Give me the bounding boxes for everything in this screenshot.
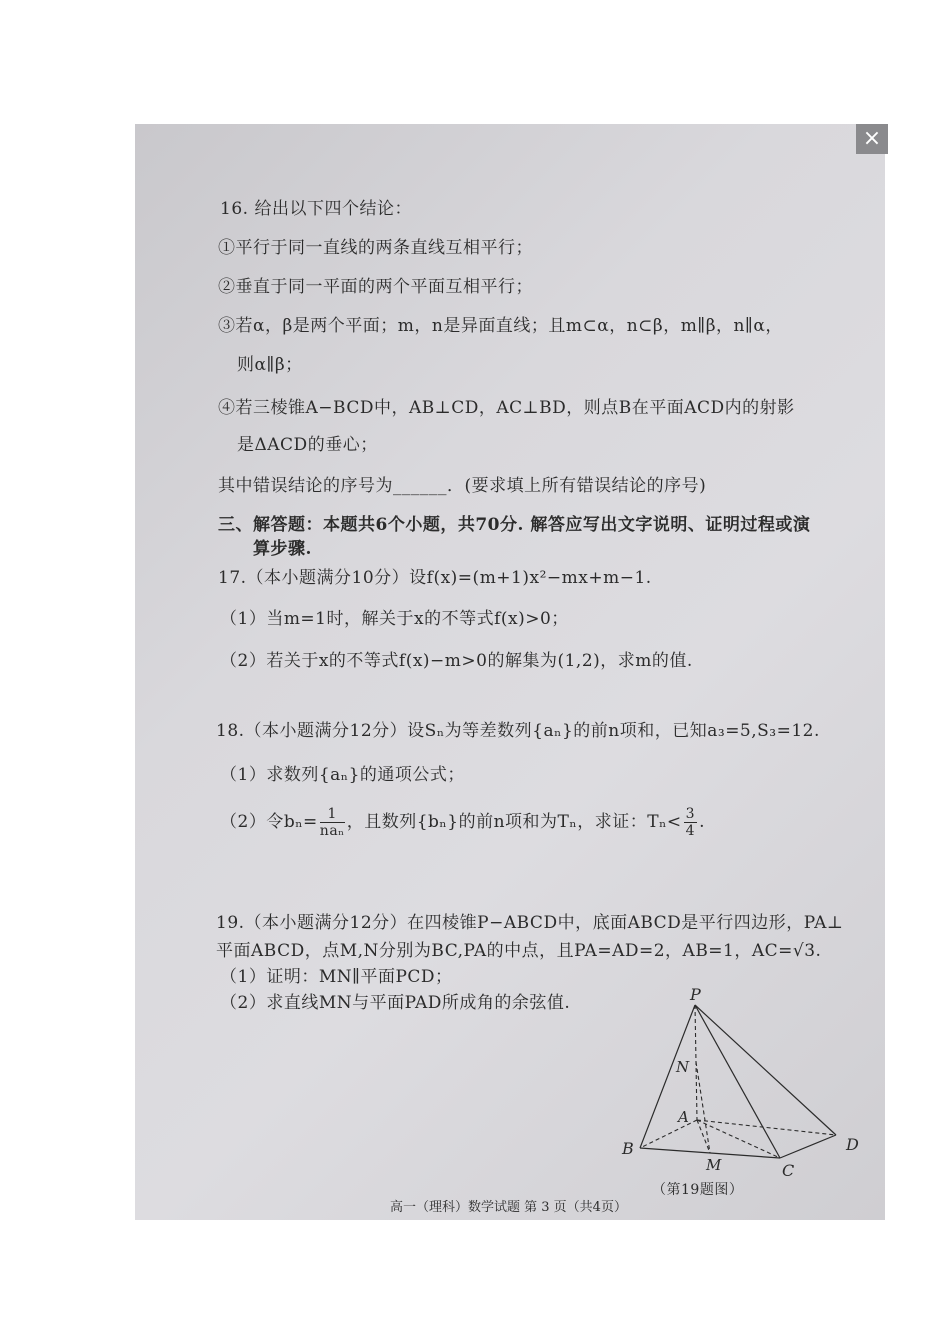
fraction-numerator-2: 3 (685, 806, 696, 822)
section-3-heading: 三、解答题：本题共6个小题，共70分. 解答应写出文字说明、证明过程或演 (218, 515, 811, 535)
label-D: D (846, 1135, 859, 1154)
q19-stem-line-1: 19.（本小题满分12分）在四棱锥P−ABCD中，底面ABCD是平行四边形，PA⊥ (216, 913, 844, 933)
q16-conclusion-4b: 是ΔACD的垂心； (237, 435, 378, 455)
q16-conclusion-4a: ④若三棱锥A−BCD中，AB⊥CD，AC⊥BD，则点B在平面ACD内的射影 (218, 398, 795, 418)
q19-part-2: （2）求直线MN与平面PAD所成角的余弦值. (220, 993, 571, 1013)
label-C: C (782, 1161, 795, 1180)
edge-PD (695, 1005, 836, 1135)
q16-question: 其中错误结论的序号为______．(要求填上所有错误结论的序号) (218, 476, 707, 496)
label-B: B (622, 1139, 634, 1158)
label-A: A (678, 1108, 689, 1126)
fraction-denominator: naₙ (319, 823, 345, 839)
fraction-1-over-na-n (320, 806, 345, 839)
fraction-denominator-2: 4 (685, 823, 696, 839)
pyramid-figure (600, 980, 880, 1200)
page-footer: 高一（理科）数学试题 第 3 页（共4页） (390, 1200, 627, 1215)
q18-part-2-middle: ，且数列{bₙ}的前n项和为Tₙ，求证：Tₙ< (346, 812, 682, 832)
fraction-3-over-4 (684, 806, 697, 839)
fraction-numerator: 1 (320, 806, 345, 823)
q16-conclusion-3a: ③若α，β是两个平面；m，n是异面直线；且m⊂α，n⊂β，m∥β，n∥α， (218, 316, 783, 336)
segment-AM (697, 1120, 710, 1153)
q18-part-2-end: . (699, 812, 705, 832)
q18-part-1: （1）求数列{aₙ}的通项公式； (220, 765, 465, 785)
q16-conclusion-1: ①平行于同一直线的两条直线互相平行； (218, 238, 533, 258)
q19-part-1: （1）证明：MN∥平面PCD； (220, 967, 453, 987)
segment-MN (696, 1062, 710, 1153)
q17-part-2: （2）若关于x的不等式f(x)−m>0的解集为(1,2)，求m的值. (220, 651, 693, 671)
q17-part-1: （1）当m=1时，解关于x的不等式f(x)>0； (220, 609, 569, 629)
label-P: P (690, 985, 701, 1004)
label-N: N (676, 1058, 690, 1076)
close-icon[interactable]: × (856, 124, 888, 154)
q18-part-2 (220, 806, 705, 839)
figure-caption: （第19题图） (652, 1182, 744, 1198)
label-M: M (706, 1156, 722, 1174)
q17-stem: 17.（本小题满分10分）设f(x)=(m+1)x²−mx+m−1. (218, 568, 652, 588)
q16-conclusion-3b: 则α∥β； (237, 355, 303, 375)
section-3-heading-cont: 算步骤. (253, 539, 312, 559)
q16-stem: 16. 给出以下四个结论： (220, 199, 412, 219)
q18-stem: 18.（本小题满分12分）设Sₙ为等差数列{aₙ}的前n项和，已知a₃=5,S₃=12. (216, 721, 820, 741)
edge-PB (640, 1005, 695, 1148)
q18-part-2-prefix: （2）令bₙ= (220, 812, 318, 832)
q16-conclusion-2: ②垂直于同一平面的两个平面互相平行； (218, 277, 533, 297)
q19-stem-line-2: 平面ABCD，点M,N分别为BC,PA的中点，且PA=AD=2，AB=1，AC=√3. (216, 941, 822, 961)
edge-CD (780, 1135, 836, 1158)
